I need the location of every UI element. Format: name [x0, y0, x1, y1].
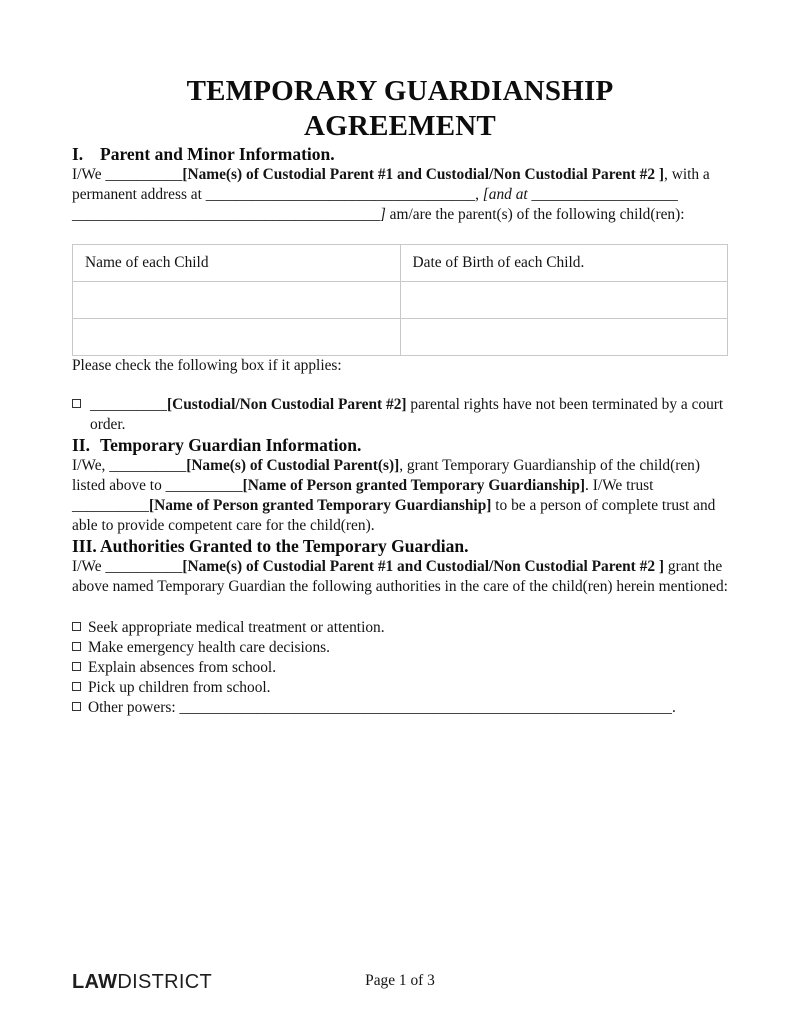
page-number: Page 1 of 3	[365, 972, 435, 989]
children-table-header-name: Name of each Child	[73, 245, 401, 282]
authority-item	[72, 638, 728, 658]
section-2-title: Temporary Guardian Information.	[100, 435, 362, 455]
lawdistrict-logo	[72, 969, 212, 995]
authority-item	[72, 678, 728, 698]
checkbox-icon[interactable]	[72, 682, 81, 691]
authority-label: Make emergency health care decisions.	[88, 639, 331, 656]
section-1-title: Parent and Minor Information.	[100, 144, 335, 164]
checkbox-icon[interactable]	[72, 642, 81, 651]
checkbox-icon[interactable]	[72, 622, 81, 631]
section-3-title: Authorities Granted to the Temporary Guardian.	[100, 536, 469, 556]
section-1-heading	[72, 144, 728, 165]
children-table-header-dob: Date of Birth of each Child.	[400, 245, 728, 282]
section-3-number: III.	[72, 536, 97, 556]
child-dob-cell[interactable]	[400, 282, 728, 319]
document-footer	[72, 969, 728, 995]
parental-rights-check-item	[72, 395, 728, 435]
checkbox-icon[interactable]	[72, 662, 81, 671]
document-title	[72, 74, 728, 144]
authority-label: Pick up children from school.	[88, 679, 271, 696]
child-name-cell[interactable]	[73, 282, 401, 319]
section-2-paragraph: I/We, __________[Name(s) of Custodial Parent(s)], grant Temporary Guardianship of the child(ren) listed above to __________[Name of Person granted Temporary Guardianship]. I/We trust __________[Name of Person granted Temporary Guardianship] to be a person of complete trust and able to provide competent care for the child(ren).	[72, 457, 716, 534]
document-title-line2: AGREEMENT	[304, 110, 496, 142]
section-1-number: I.	[72, 144, 84, 164]
section-1-intro-paragraph: I/We __________[Name(s) of Custodial Parent #1 and Custodial/Non Custodial Parent #2 ], with a permanent address at ___________________________________, [and at ___________________ ________________________________________] am/are the parent(s) of the following child(ren):	[72, 166, 710, 223]
authority-label: Other powers: ________________________________________________________________.	[88, 699, 676, 716]
check-instruction: Please check the following box if it applies:	[72, 357, 342, 374]
section-3-paragraph: I/We __________[Name(s) of Custodial Parent #1 and Custodial/Non Custodial Parent #2 ] grant the above named Temporary Guardian the following authorities in the care of the child(ren) herein mentioned:	[72, 558, 728, 595]
authority-item	[72, 658, 728, 678]
children-table-row	[73, 319, 728, 356]
children-table	[72, 244, 728, 356]
authorities-checklist	[72, 618, 728, 718]
checkbox-icon[interactable]	[72, 702, 81, 711]
logo-law-text: LAW	[72, 971, 118, 993]
logo-district-text: DISTRICT	[117, 971, 212, 993]
child-name-cell[interactable]	[73, 319, 401, 356]
document-title-line1: TEMPORARY GUARDIANSHIP	[186, 75, 614, 107]
section-2-number: II.	[72, 435, 90, 455]
checkbox-icon[interactable]	[72, 399, 81, 408]
children-table-row	[73, 282, 728, 319]
authority-label: Explain absences from school.	[88, 659, 277, 676]
authority-item	[72, 618, 728, 638]
authority-item	[72, 698, 728, 718]
authority-label: Seek appropriate medical treatment or attention.	[88, 619, 385, 636]
children-table-header-row	[73, 245, 728, 282]
child-dob-cell[interactable]	[400, 319, 728, 356]
section-3-heading	[72, 536, 728, 557]
section-2-heading	[72, 435, 728, 456]
parental-rights-check-label: __________[Custodial/Non Custodial Parent #2] parental rights have not been terminated by a court order.	[90, 396, 724, 433]
